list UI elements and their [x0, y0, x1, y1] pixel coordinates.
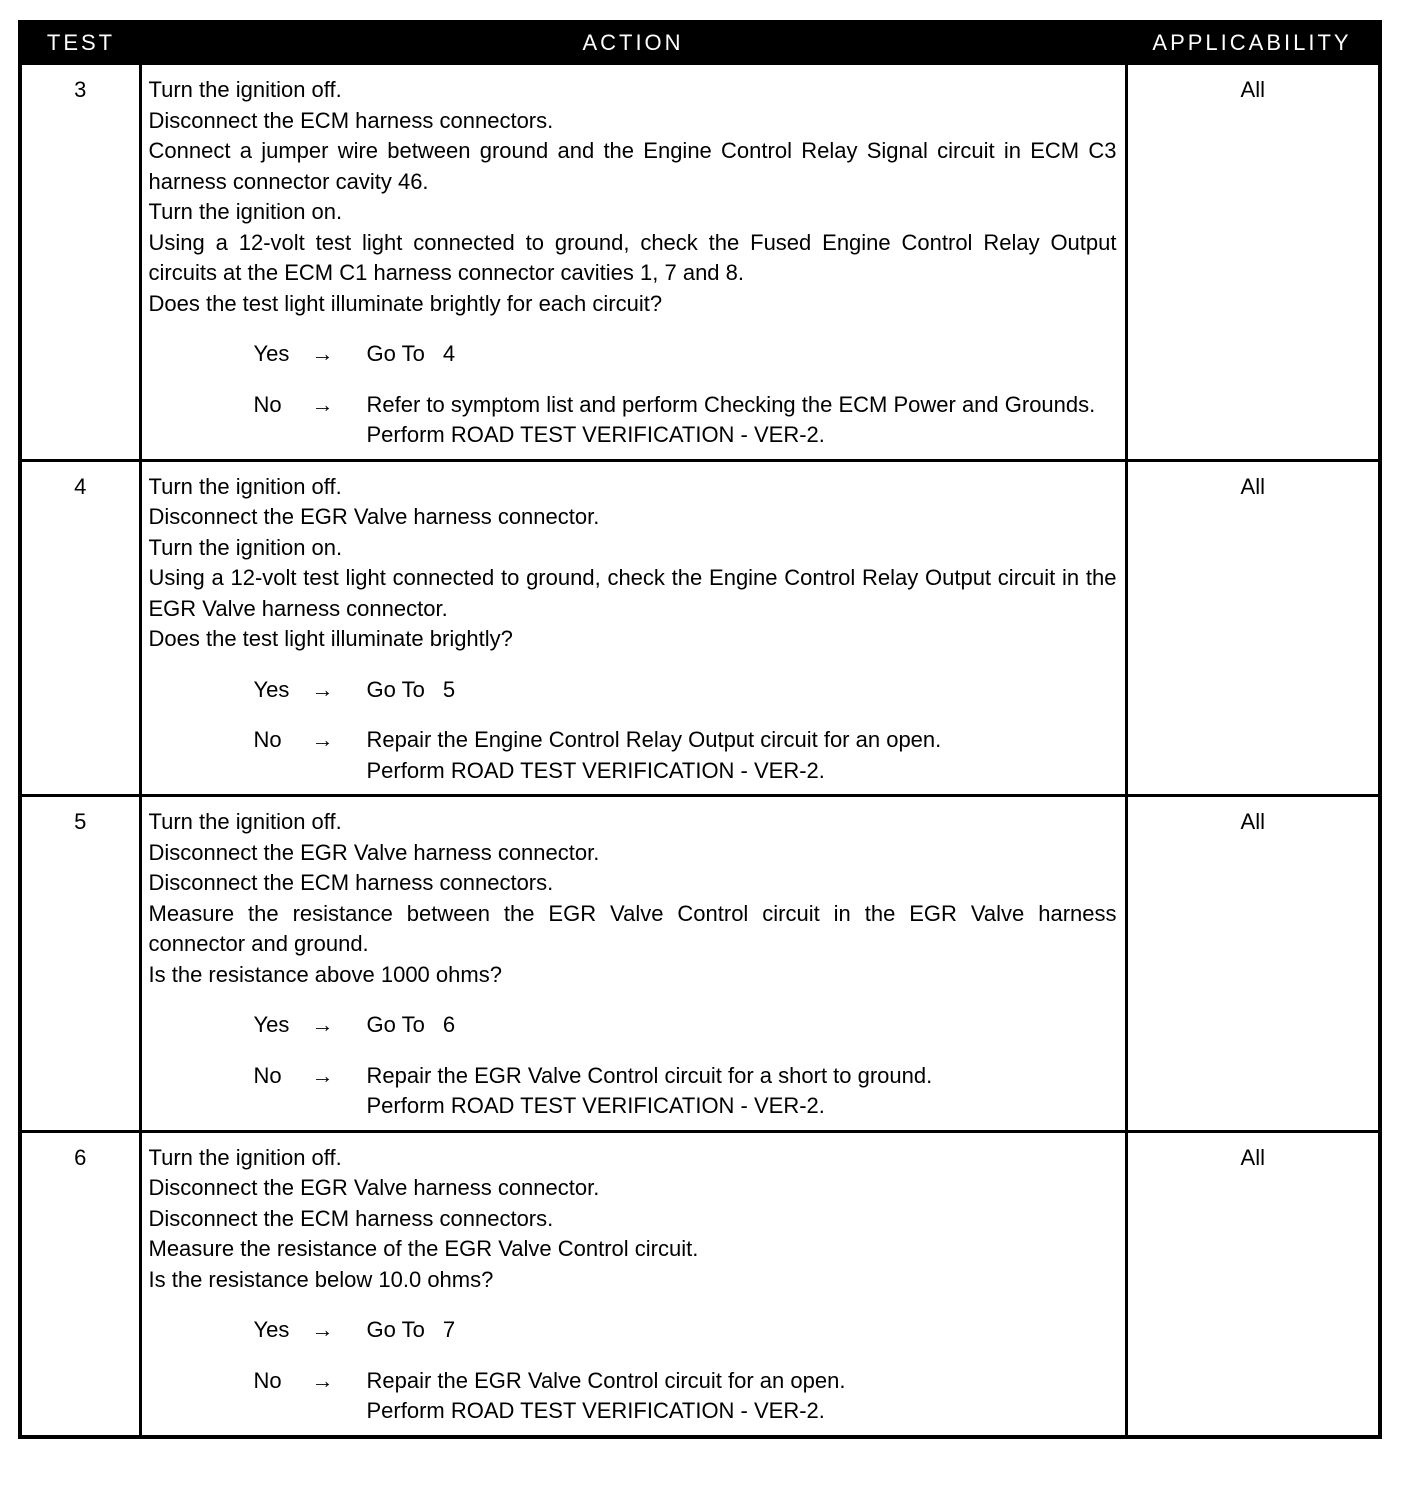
- no-action-line: Perform ROAD TEST VERIFICATION - VER-2.: [366, 757, 825, 783]
- action-step: Measure the resistance between the EGR Valve Control circuit in the EGR Valve harness connector and ground.: [148, 900, 1117, 956]
- table-row: [20, 64, 1380, 461]
- yes-label: Yes: [253, 341, 290, 366]
- header-row: [20, 22, 1380, 64]
- applicability-value: All: [1126, 796, 1380, 1132]
- no-outcome: [254, 1061, 1117, 1122]
- header-test: TEST: [20, 22, 140, 64]
- table-row: [20, 1131, 1380, 1437]
- arrow-right-icon: →: [311, 1367, 334, 1393]
- arrow-right-icon: →: [311, 1012, 334, 1037]
- goto-target: 6: [442, 1012, 456, 1037]
- yes-goto: [367, 675, 1117, 706]
- arrow-right-icon: →: [311, 341, 334, 366]
- arrow-right-icon: →: [311, 1317, 334, 1342]
- action-step: Connect a jumper wire between ground and the Engine Control Relay Signal circuit in ECM C3 harness connector cavity 46.: [148, 138, 1117, 194]
- action-step: Disconnect the EGR Valve harness connector.: [148, 1175, 600, 1200]
- applicability-value: All: [1126, 64, 1380, 461]
- diagnostic-table: [18, 20, 1382, 1439]
- yes-label: Yes: [253, 1317, 290, 1342]
- no-action-line: Repair the EGR Valve Control circuit for a short to ground.: [366, 1062, 933, 1088]
- no-actions: [367, 390, 1117, 451]
- yes-outcome: [254, 675, 1117, 706]
- action-step: Does the test light illuminate brightly for each circuit?: [148, 290, 663, 316]
- no-action-line: Perform ROAD TEST VERIFICATION - VER-2.: [366, 1398, 825, 1423]
- action-cell: [140, 64, 1126, 461]
- goto-target: 4: [442, 341, 456, 366]
- goto-target: 7: [442, 1317, 456, 1342]
- no-action-line: Repair the Engine Control Relay Output circuit for an open.: [366, 727, 942, 752]
- goto-text: Go To: [366, 676, 425, 702]
- action-cell: [140, 1131, 1126, 1437]
- action-cell: [140, 460, 1126, 796]
- action-step: Disconnect the EGR Valve harness connector.: [148, 839, 600, 865]
- action-step: Turn the ignition on.: [148, 534, 343, 560]
- no-label: No: [253, 1062, 282, 1088]
- action-step: Turn the ignition off.: [148, 809, 342, 834]
- action-cell: [140, 796, 1126, 1132]
- yes-label: Yes: [253, 676, 290, 702]
- action-step: Does the test light illuminate brightly?: [148, 626, 513, 651]
- yes-goto: [367, 1315, 1117, 1346]
- action-step: Turn the ignition off.: [148, 1144, 342, 1170]
- no-action-line: Perform ROAD TEST VERIFICATION - VER-2.: [366, 422, 825, 447]
- action-step: Disconnect the ECM harness connectors.: [148, 107, 554, 133]
- arrow-right-icon: →: [311, 1062, 334, 1088]
- no-outcome: [254, 725, 1117, 786]
- header-applicability: APPLICABILITY: [1126, 22, 1380, 64]
- action-step: Turn the ignition off.: [148, 77, 342, 102]
- arrow-right-icon: →: [311, 391, 334, 417]
- test-number: 6: [20, 1131, 140, 1437]
- no-action-line: Perform ROAD TEST VERIFICATION - VER-2.: [366, 1093, 825, 1118]
- action-step: Disconnect the ECM harness connectors.: [148, 1205, 554, 1231]
- action-step: Turn the ignition on.: [148, 199, 343, 224]
- action-step: Using a 12-volt test light connected to ground, check the Fused Engine Control Relay Output circuits at the ECM C1 harness connector cavities 1, 7 and 8.: [148, 229, 1117, 285]
- action-step: Disconnect the ECM harness connectors.: [148, 870, 554, 895]
- table-row: [20, 796, 1380, 1132]
- goto-text: Go To: [366, 1012, 425, 1037]
- no-outcome: [254, 1366, 1117, 1427]
- action-step: Disconnect the EGR Valve harness connector.: [148, 504, 600, 529]
- yes-outcome: [254, 1315, 1117, 1346]
- goto-target: 5: [442, 676, 456, 702]
- action-step: Turn the ignition off.: [148, 473, 342, 499]
- goto-text: Go To: [366, 341, 425, 366]
- applicability-value: All: [1126, 460, 1380, 796]
- action-step: Is the resistance below 10.0 ohms?: [148, 1266, 494, 1292]
- goto-text: Go To: [366, 1317, 425, 1342]
- no-label: No: [253, 727, 282, 752]
- no-actions: [367, 725, 1117, 786]
- yes-outcome: [254, 1010, 1117, 1041]
- arrow-right-icon: →: [311, 676, 334, 702]
- no-label: No: [253, 391, 282, 417]
- yes-outcome: [254, 339, 1117, 370]
- table-row: [20, 460, 1380, 796]
- action-step: Measure the resistance of the EGR Valve Control circuit.: [148, 1236, 699, 1261]
- no-action-line: Refer to symptom list and perform Checking the ECM Power and Grounds.: [366, 391, 1096, 417]
- action-step: Is the resistance above 1000 ohms?: [148, 961, 502, 987]
- no-action-line: Repair the EGR Valve Control circuit for an open.: [366, 1367, 846, 1393]
- no-outcome: [254, 390, 1117, 451]
- test-number: 5: [20, 796, 140, 1132]
- yes-label: Yes: [253, 1012, 290, 1037]
- action-step: Using a 12-volt test light connected to ground, check the Engine Control Relay Output circuit in the EGR Valve harness connector.: [148, 565, 1117, 621]
- test-number: 4: [20, 460, 140, 796]
- yes-goto: [367, 339, 1117, 370]
- no-actions: [367, 1061, 1117, 1122]
- applicability-value: All: [1126, 1131, 1380, 1437]
- no-actions: [367, 1366, 1117, 1427]
- test-number: 3: [20, 64, 140, 461]
- header-action: ACTION: [140, 22, 1126, 64]
- arrow-right-icon: →: [311, 727, 334, 752]
- yes-goto: [367, 1010, 1117, 1041]
- no-label: No: [253, 1367, 282, 1393]
